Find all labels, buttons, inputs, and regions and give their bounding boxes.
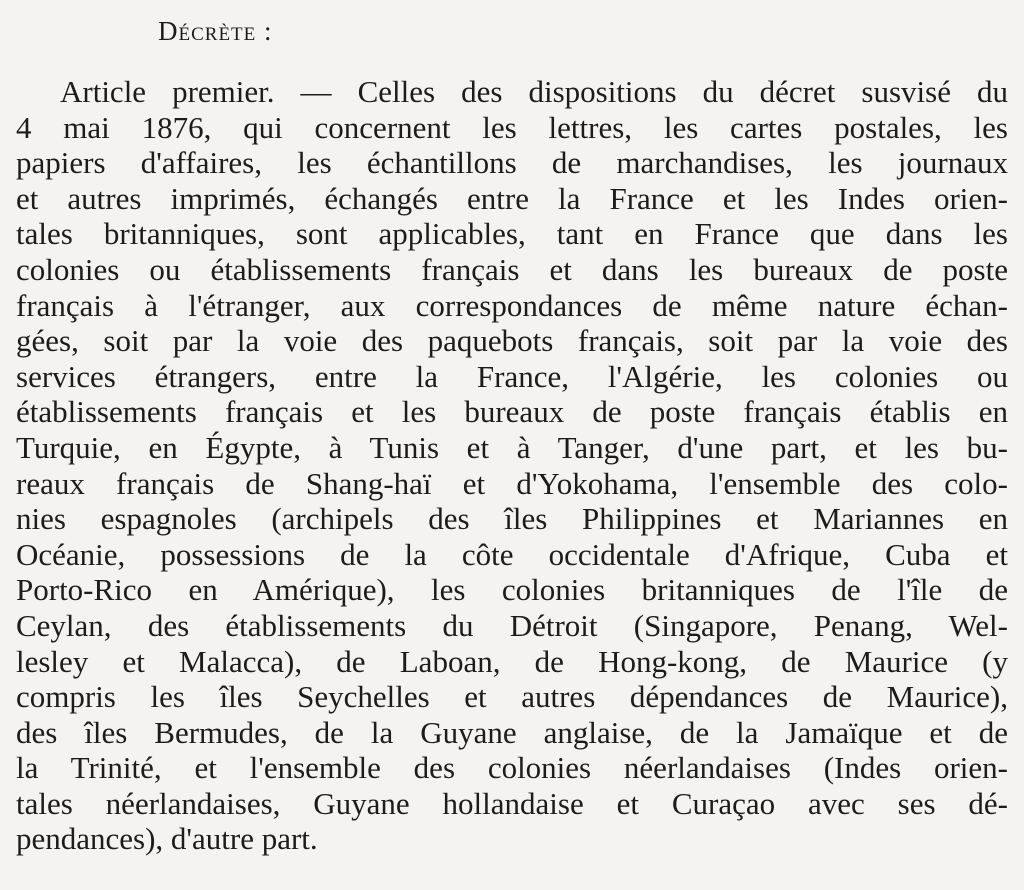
text-line: tales britanniques, sont applicables, tant en France que dans les — [16, 216, 1008, 252]
text-line: français à l'étranger, aux correspondances de même nature échan- — [16, 287, 1008, 323]
text-line: tales néerlandaises, Guyane hollandaise et Curaçao avec ses dé- — [16, 785, 1008, 821]
text-line: reaux français de Shang-haï et d'Yokohama, l'ensemble des colo- — [16, 465, 1008, 501]
text-line: pendances), d'autre part. — [16, 821, 318, 857]
section-heading: Décrète : — [158, 16, 273, 46]
text-line: services étrangers, entre la France, l'Algérie, les colonies ou — [16, 358, 1008, 394]
text-line: Turquie, en Égypte, à Tunis et à Tanger, d'une part, et les bu- — [16, 429, 1008, 465]
text-line: Porto-Rico en Amérique), les colonies britanniques de l'île de — [16, 572, 1008, 608]
text-line: et autres imprimés, échangés entre la France et les Indes orien- — [16, 180, 1008, 216]
text-line: compris les îles Seychelles et autres dépendances de Maurice), — [16, 679, 1008, 715]
text-line: colonies ou établissements français et dans les bureaux de poste — [16, 251, 1008, 287]
text-line: la Trinité, et l'ensemble des colonies néerlandaises (Indes orien- — [16, 750, 1008, 786]
text-line: établissements français et les bureaux de poste français établis en — [16, 394, 1008, 430]
text-line: 4 mai 1876, qui concernent les lettres, les cartes postales, les — [16, 109, 1008, 145]
text-line: Article premier. — Celles des dispositions du décret susvisé du — [60, 74, 1008, 109]
text-line: lesley et Malacca), de Laboan, de Hong-kong, de Maurice (y — [16, 643, 1008, 679]
article-text — [16, 74, 1008, 857]
text-line: gées, soit par la voie des paquebots français, soit par la voie des — [16, 323, 1008, 359]
text-line: Ceylan, des établissements du Détroit (Singapore, Penang, Wel- — [16, 607, 1008, 643]
text-line: Océanie, possessions de la côte occidentale d'Afrique, Cuba et — [16, 536, 1008, 572]
text-line: nies espagnoles (archipels des îles Philippines et Mariannes en — [16, 501, 1008, 537]
text-line: des îles Bermudes, de la Guyane anglaise, de la Jamaïque et de — [16, 714, 1008, 750]
text-line: papiers d'affaires, les échantillons de marchandises, les journaux — [16, 145, 1008, 181]
